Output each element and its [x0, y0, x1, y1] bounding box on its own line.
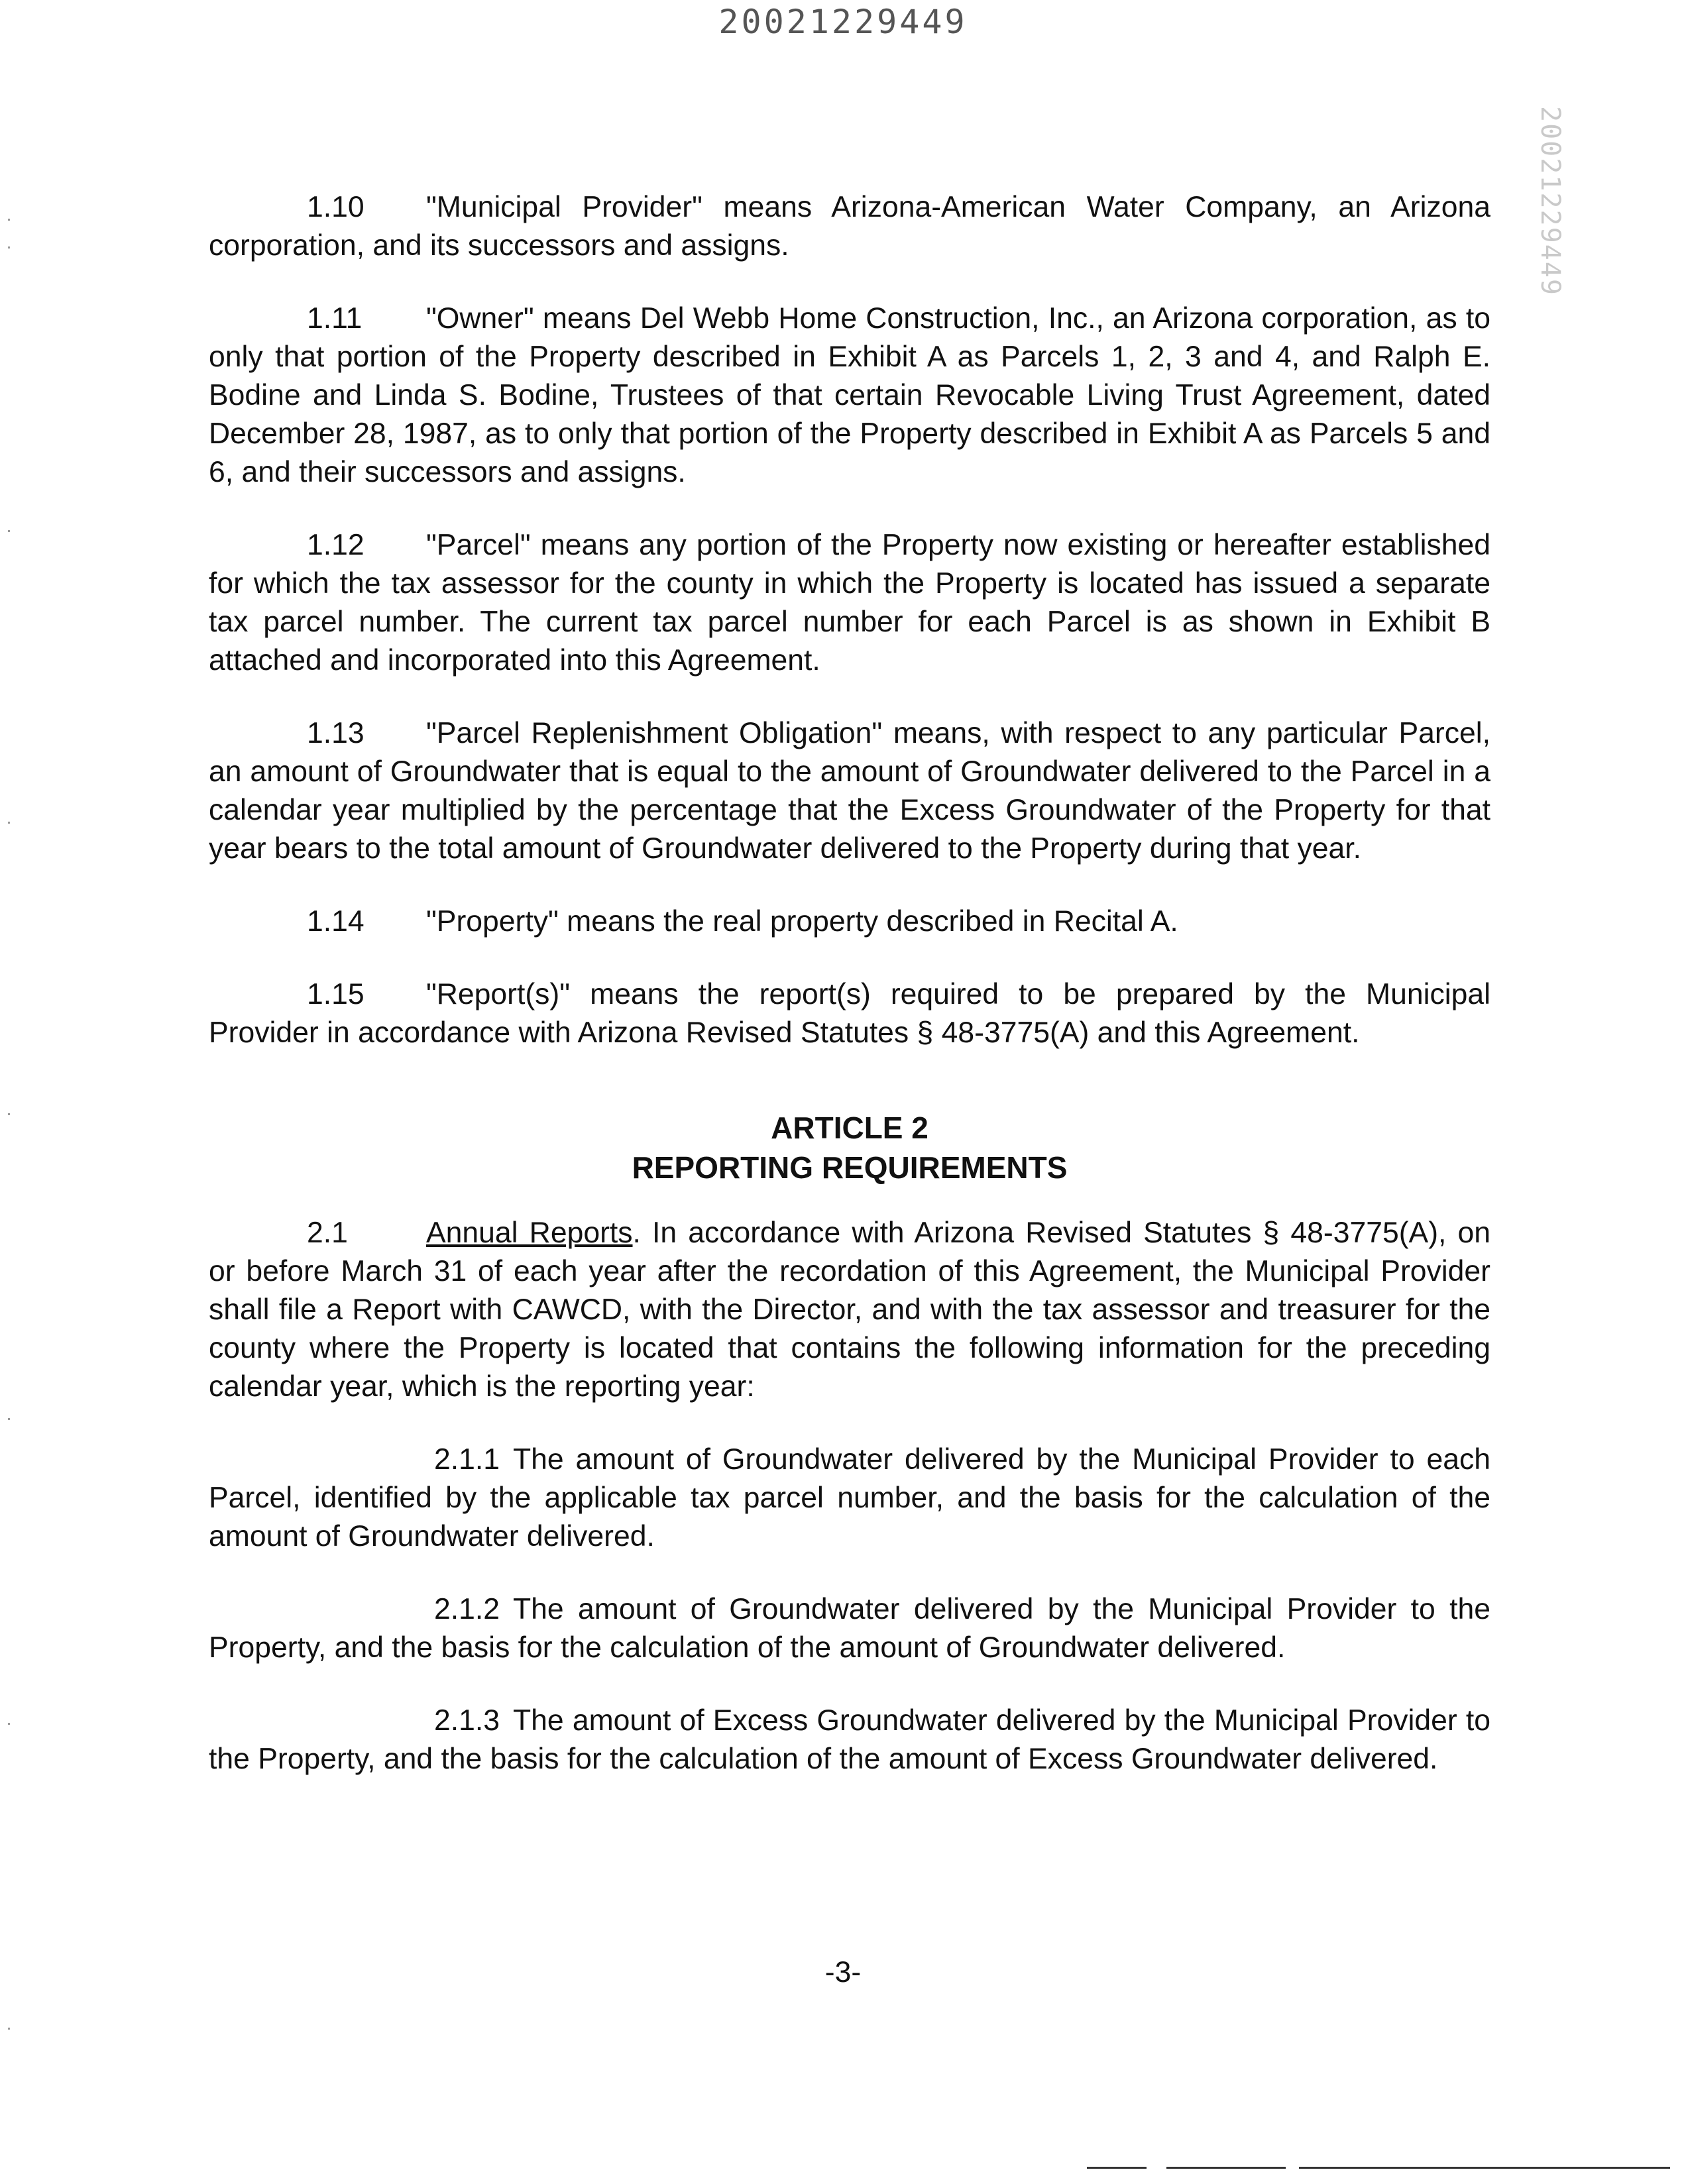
- section-heading: Annual Reports: [426, 1217, 633, 1249]
- section-number: 1.10: [307, 191, 365, 223]
- scan-mark: [8, 246, 10, 248]
- article-title: REPORTING REQUIREMENTS: [632, 1150, 1068, 1185]
- definition-1-10: [209, 188, 1490, 265]
- scan-edge-line: [1087, 2167, 1147, 2169]
- definition-text: "Parcel Replenishment Obligation" means, with respect to any particular Parcel, an amount of Groundwater that is equal to the amount of Groundwater delivered to the Parcel in a calendar year multiplied by the percentage that the Excess Groundwater of the Property for that year bears to the total amount of Groundwater delivered to the Property during that year.: [209, 717, 1490, 865]
- subsection-text: The amount of Excess Groundwater delivered by the Municipal Provider to the Property, and the basis for the calculation of the amount of Excess Groundwater delivered.: [209, 1704, 1490, 1775]
- section-number: 2.1: [307, 1217, 348, 1249]
- section-number: 1.14: [307, 905, 365, 938]
- vertical-stamp: 20021229449: [1535, 106, 1565, 296]
- definition-text: "Municipal Provider" means Arizona-American Water Company, an Arizona corporation, and its successors and assigns.: [209, 191, 1490, 262]
- section-number: 1.11: [307, 302, 363, 335]
- subsection-number: 2.1.3: [434, 1704, 500, 1737]
- definition-text: "Property" means the real property described in Recital A.: [426, 905, 1178, 938]
- section-2-1: [209, 1214, 1490, 1406]
- subsection-text: The amount of Groundwater delivered by the Municipal Provider to the Property, and the basis for the calculation of the amount of Groundwater delivered.: [209, 1593, 1490, 1664]
- definition-1-11: [209, 300, 1490, 492]
- scan-mark: [8, 530, 10, 532]
- section-number: 1.15: [307, 978, 365, 1010]
- definition-text: "Parcel" means any portion of the Property now existing or hereafter established for which the tax assessor for the county in which the Property is located has issued a separate tax parcel number. The current tax parcel number for each Parcel is as shown in Exhibit B attached and incorporated into this Agreement.: [209, 529, 1490, 677]
- definition-1-12: [209, 526, 1490, 680]
- article-heading: [209, 1108, 1490, 1187]
- scan-mark: [8, 2028, 10, 2030]
- section-text: . In accordance with Arizona Revised Statutes § 48-3775(A), on or before March 31 of each year after the recordation of this Agreement, the Municipal Provider shall file a Report with CAWCD, with the Director, and with the tax assessor and treasurer for the county where the Property is located that contains the following information for the preceding calendar year, which is the reporting year:: [209, 1217, 1490, 1403]
- article-number: ARTICLE 2: [771, 1111, 928, 1145]
- scan-edge-line: [1166, 2167, 1286, 2169]
- definition-1-14: [209, 902, 1490, 941]
- subsection-number: 2.1.1: [434, 1443, 500, 1476]
- page-number: -3-: [824, 1956, 862, 1989]
- scan-mark: [8, 822, 10, 824]
- scan-mark: [8, 1723, 10, 1725]
- section-number: 1.13: [307, 717, 365, 749]
- scan-mark: [8, 1113, 10, 1115]
- subsection-text: The amount of Groundwater delivered by the Municipal Provider to each Parcel, identified by the applicable tax parcel number, and the basis for the calculation of the amount of Groundwater delivered.: [209, 1443, 1490, 1553]
- definition-text: "Report(s)" means the report(s) required to be prepared by the Municipal Provider in accordance with Arizona Revised Statutes § 48-3775(A) and this Agreement.: [209, 978, 1490, 1049]
- recording-number: 20021229449: [718, 3, 968, 41]
- document-body: [209, 188, 1490, 1813]
- subsection-2-1-3: [209, 1702, 1490, 1778]
- scan-mark: [8, 219, 10, 221]
- section-number: 1.12: [307, 529, 365, 561]
- definition-text: "Owner" means Del Webb Home Construction, Inc., an Arizona corporation, as to only that portion of the Property described in Exhibit A as Parcels 1, 2, 3 and 4, and Ralph E. Bodine and Linda S. Bodine, Trustees of that certain Revocable Living Trust Agreement, dated December 28, 1987, as to only that portion of the Property described in Exhibit A as Parcels 5 and 6, and their successors and assigns.: [209, 302, 1490, 488]
- scan-edge-line: [1299, 2167, 1670, 2169]
- definition-1-15: [209, 975, 1490, 1052]
- subsection-number: 2.1.2: [434, 1593, 500, 1625]
- subsection-2-1-1: [209, 1441, 1490, 1556]
- subsection-2-1-2: [209, 1590, 1490, 1667]
- scan-mark: [8, 1418, 10, 1420]
- definition-1-13: [209, 714, 1490, 868]
